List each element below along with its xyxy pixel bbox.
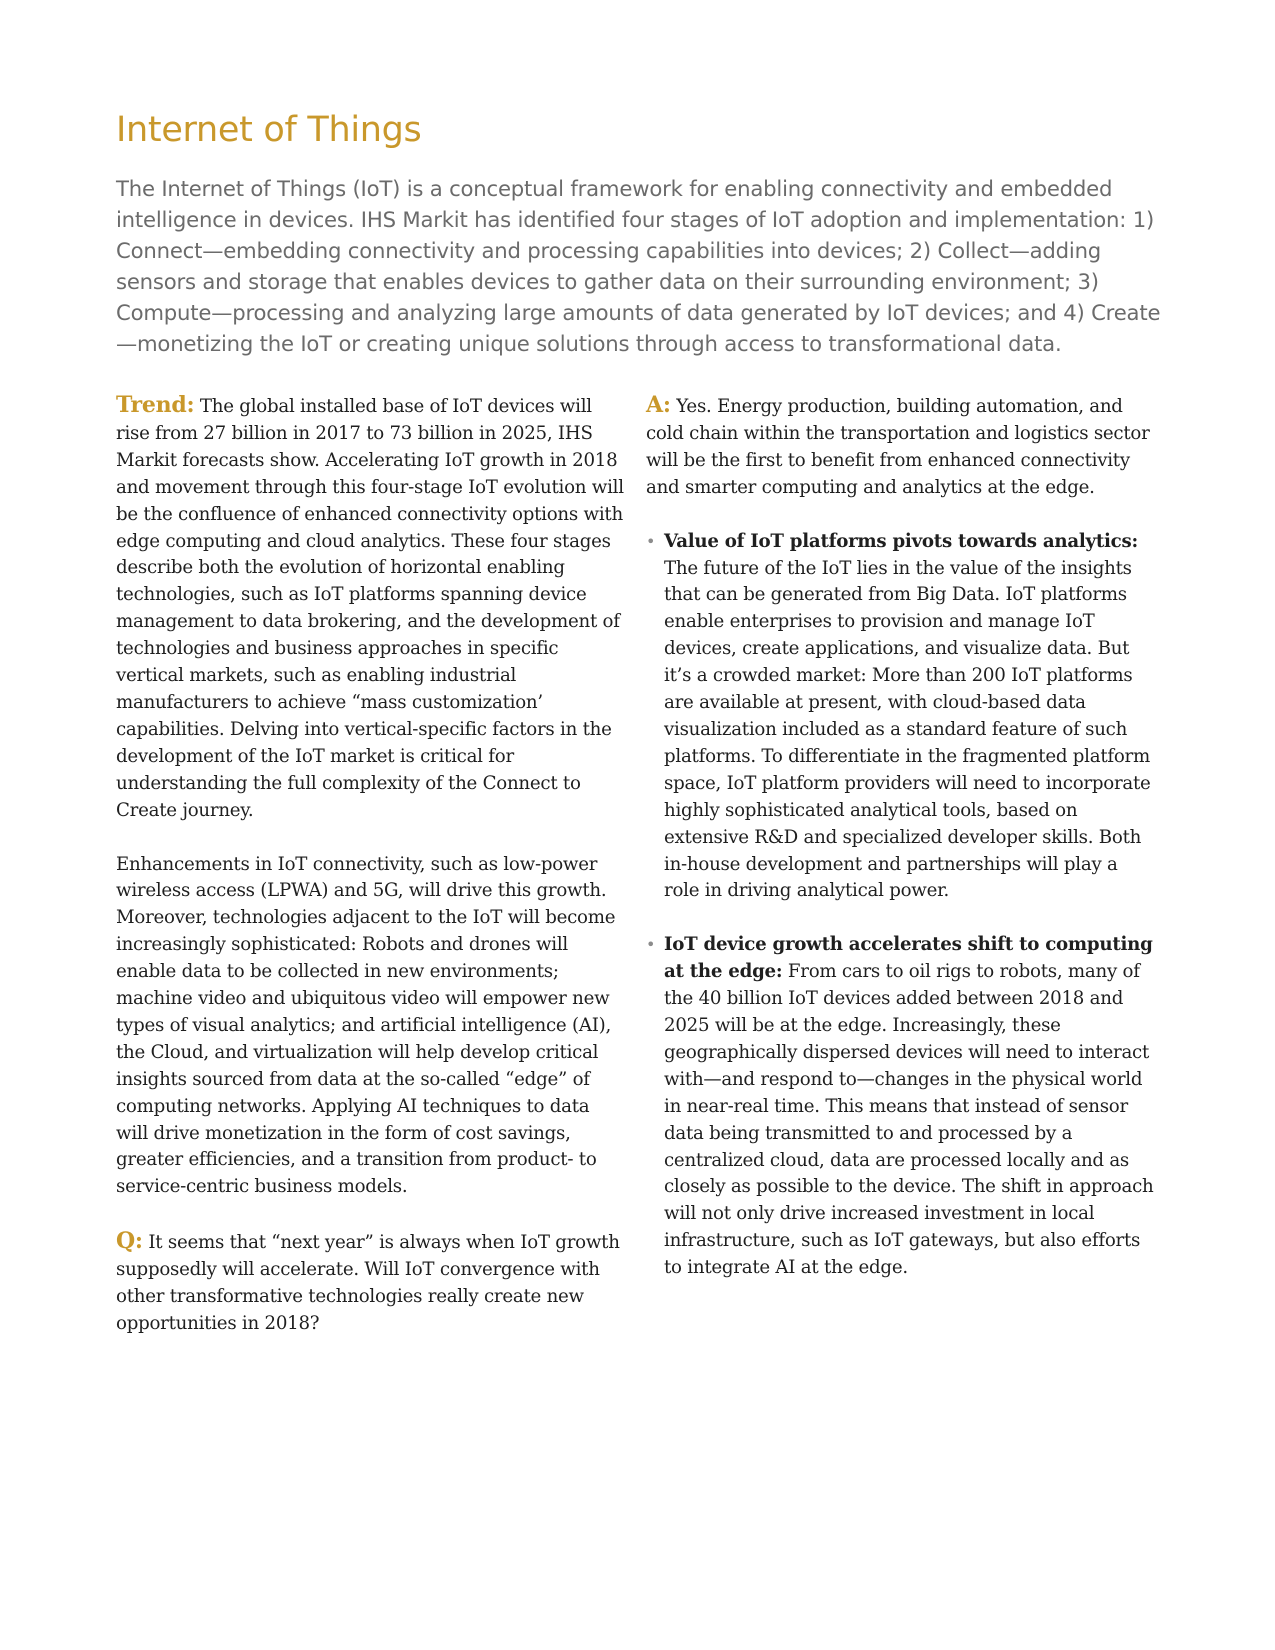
page-title: Internet of Things	[116, 110, 422, 150]
intro-paragraph: The Internet of Things (IoT) is a conceptual framework for enabling connectivity and embedded intelligence in devices. IHS Markit has identified four stages of IoT adoption and implementation: 1) Connect—embedding connectivity and processing capabilities into devices; 2) Collect—adding sensors and storage that enables devices to gather data on their surrounding environment; 3) Compute—processing and analyzing large amounts of data generated by IoT devices; and 4) Create—monetizing the IoT or creating unique solutions through access to transformational data.	[116, 176, 1161, 356]
answer-label: A:	[646, 392, 671, 418]
bullet-list	[646, 529, 1154, 1282]
question-text: It seems that “next year” is always when IoT growth supposedly will accelerate. Will IoT convergence with other transformative technologies really create new opportunities in 2018?	[116, 1232, 620, 1334]
bullet-heading: Value of IoT platforms pivots towards analytics:	[664, 530, 1138, 552]
bullet-icon: •	[646, 531, 656, 551]
question-paragraph	[116, 1228, 624, 1338]
trend-text: The global installed base of IoT devices will rise from 27 billion in 2017 to 73 billion in 2025, IHS Markit forecasts show. Accelerating IoT growth in 2018 and movement through this four-stage IoT evolution will be the confluence of enhanced connectivity options with edge computing and cloud analytics. These four stages describe both the evolution of horizontal enabling technologies, such as IoT platforms spanning device management to data brokering, and the development of technologies and business approaches in specific vertical markets, such as enabling industrial manufacturers to achieve “mass customization’ capabilities. Delving into vertical-specific factors in the development of the IoT market is critical for understanding the full complexity of the Connect to Create journey.	[116, 396, 624, 821]
left-column	[116, 392, 624, 1338]
list-item	[646, 932, 1154, 1282]
connectivity-paragraph: Enhancements in IoT connectivity, such as low-power wireless access (LPWA) and 5G, will drive this growth. Moreover, technologies adjacent to the IoT will become increasingly sophisticated: Robots and drones will enable data to be collected in new environments; machine video and ubiquitous video will empower new types of visual analytics; and artificial intelligence (AI), the Cloud, and virtualization will help develop critical insights sourced from data at the so-called “edge” of computing networks. Applying AI techniques to data will drive monetization in the form of cost savings, greater efficiencies, and a transition from product- to service-centric business models.	[116, 853, 616, 1198]
question-label: Q:	[116, 1228, 143, 1255]
answer-text: Yes. Energy production, building automation, and cold chain within the transportation and logistics sector will be the first to benefit from enhanced connectivity and smarter computing and analytics at the edge.	[646, 396, 1150, 498]
bullet-text: From cars to oil rigs to robots, many of the 40 billion IoT devices added between 2018 and 2025 will be at the edge. Increasingly, these geographically dispersed devices will need to interact with—and respond to—changes in the physical world in near-real time. This means that instead of sensor data being transmitted to and processed by a centralized cloud, data are processed locally and as closely as possible to the device. The shift in approach will not only drive increased investment in local infrastructure, such as IoT gateways, but also efforts to integrate AI at the edge.	[664, 961, 1154, 1279]
trend-paragraph	[116, 392, 624, 825]
list-item	[646, 529, 1154, 906]
bullet-icon: •	[646, 935, 656, 955]
bullet-heading: IoT device growth accelerates shift to computing at the edge:	[664, 934, 1153, 983]
right-column	[646, 392, 1154, 1309]
answer-paragraph	[646, 392, 1154, 502]
trend-label: Trend:	[116, 392, 195, 418]
bullet-text: The future of the IoT lies in the value of the insights that can be generated from Big Data. IoT platforms enable enterprises to provision and manage IoT devices, create applications, and visualize data. But it’s a crowded market: More than 200 IoT platforms are available at present, with cloud-based data visualization included as a standard feature of such platforms. To differentiate in the fragmented platform space, IoT platform providers will need to incorporate highly sophisticated analytical tools, based on extensive R&D and specialized developer skills. Both in-house development and partnerships will play a role in driving analytical power.	[664, 557, 1151, 902]
